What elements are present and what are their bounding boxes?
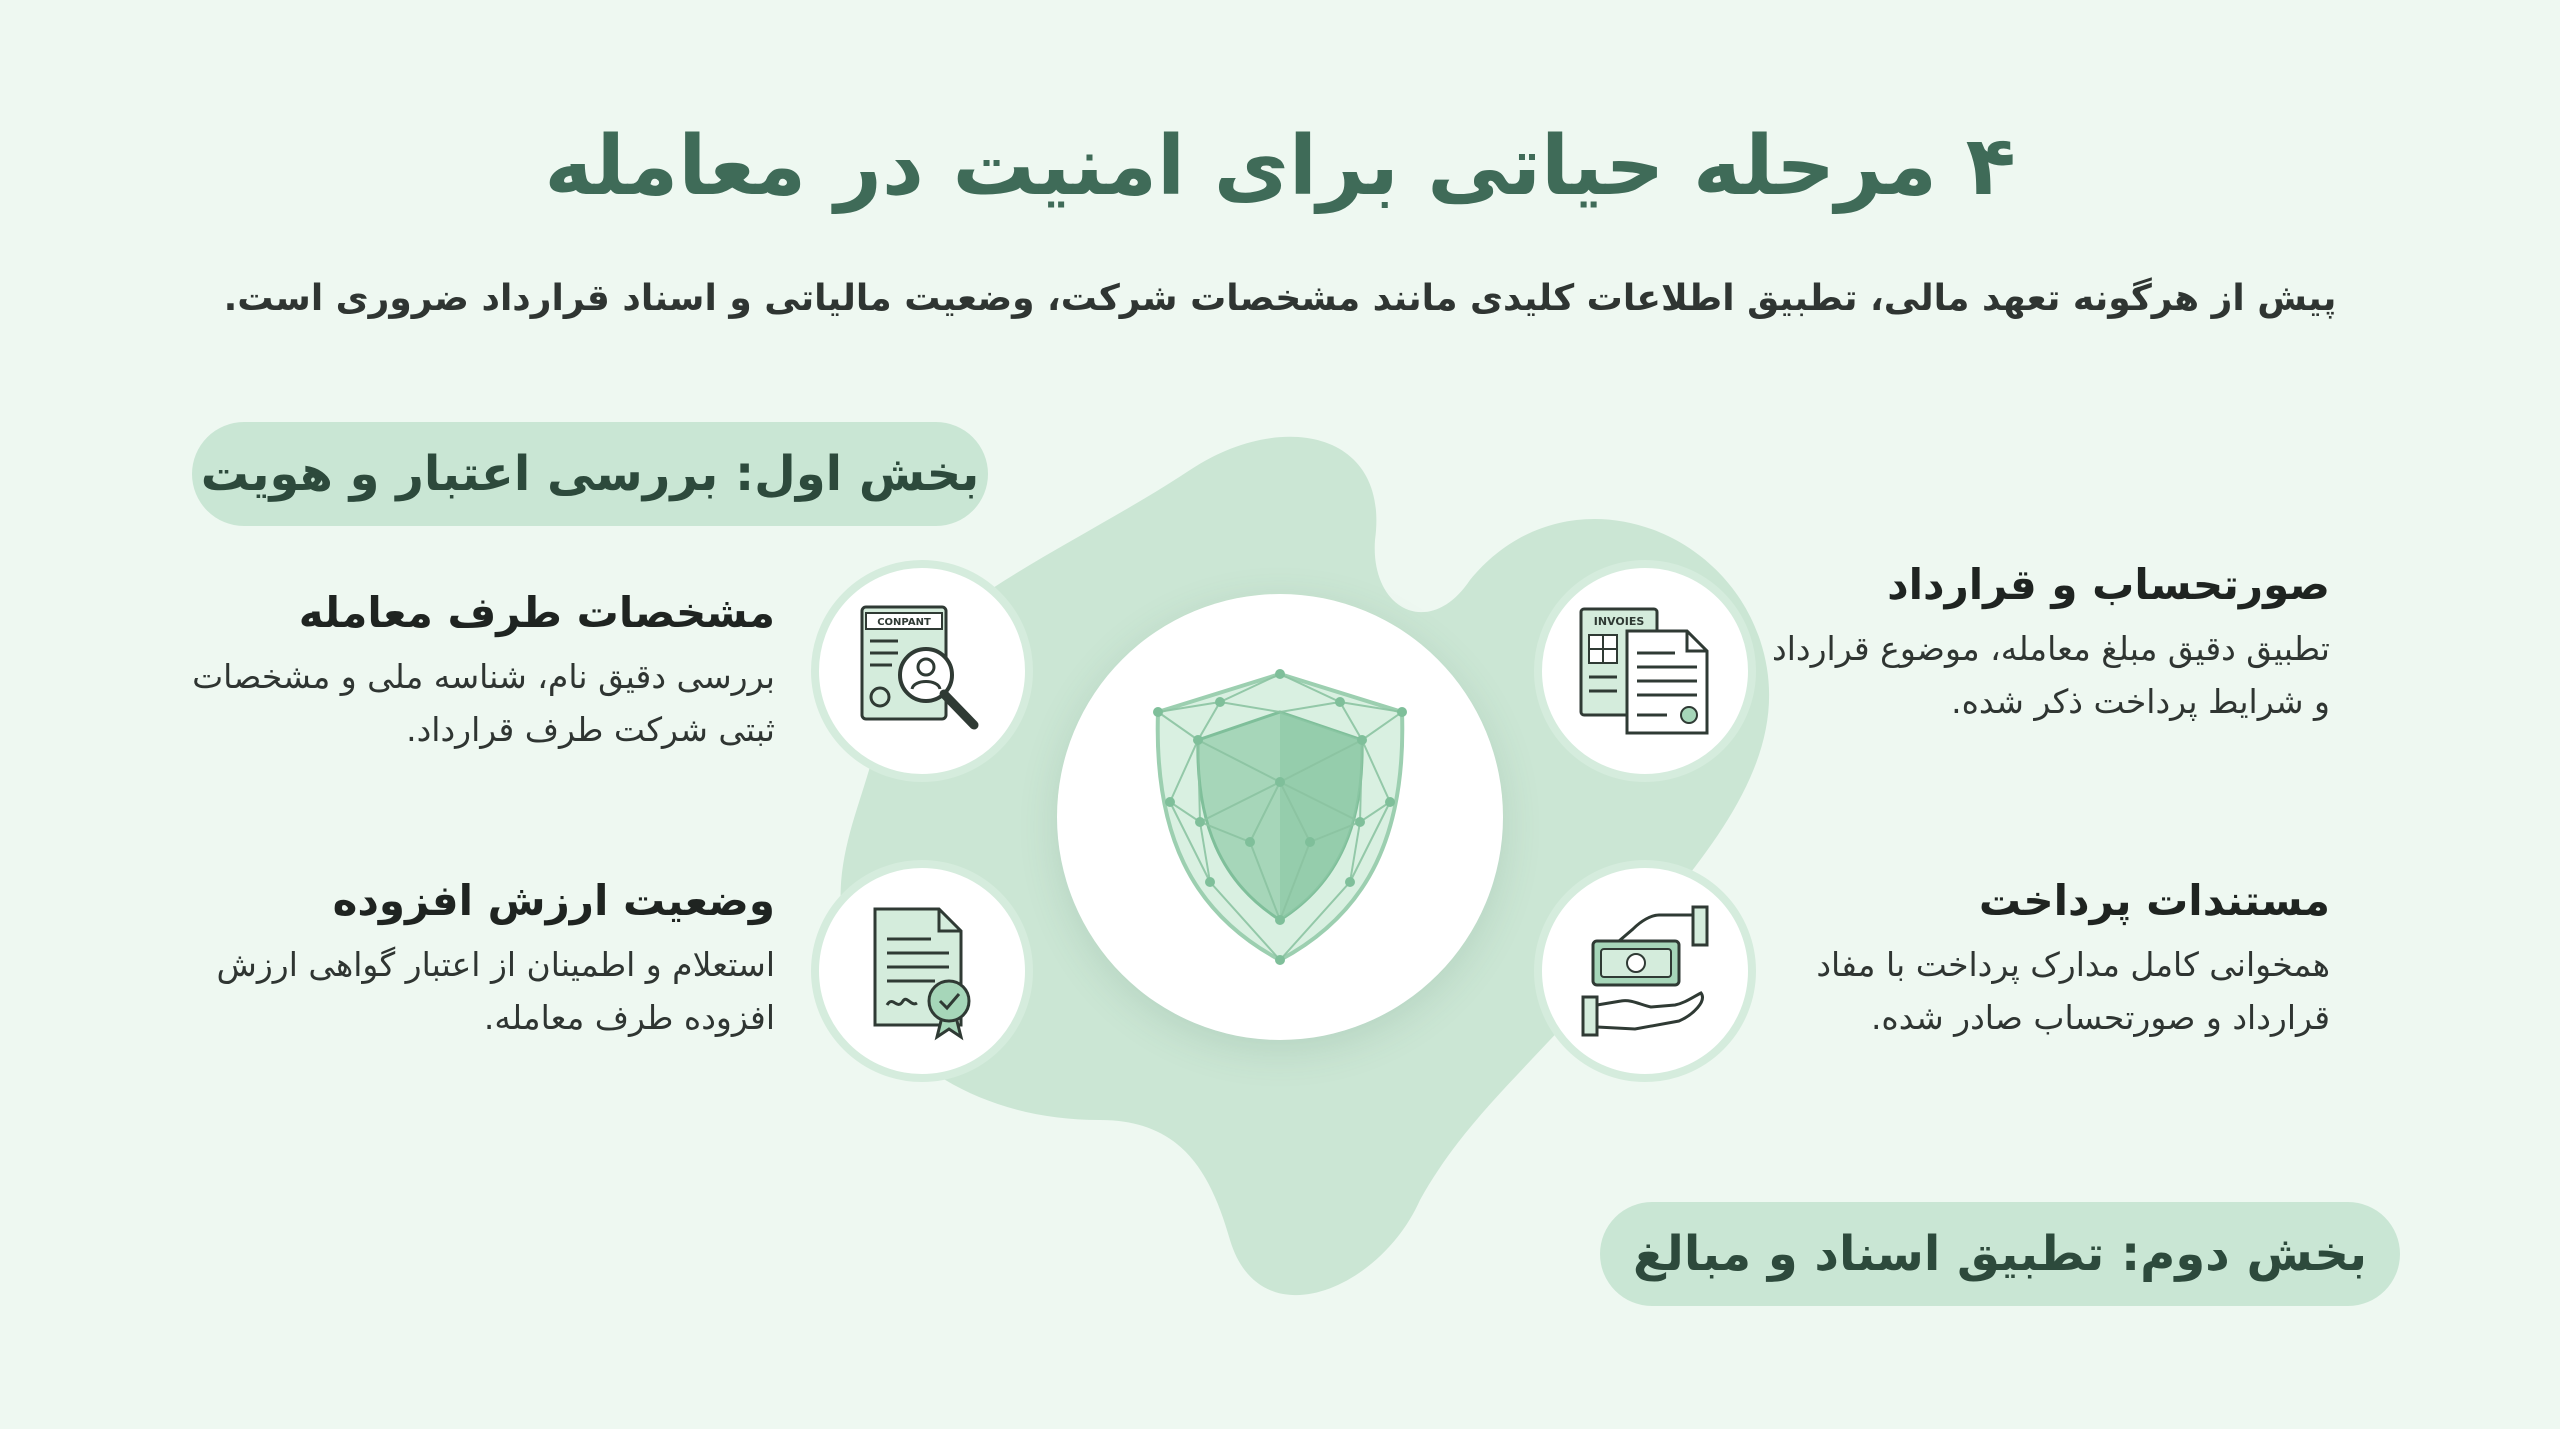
payment-hands-icon	[1575, 901, 1715, 1041]
center-circle	[1057, 594, 1503, 1040]
item-title: مستندات پرداخت	[1978, 876, 2330, 925]
item-counterparty	[130, 588, 775, 757]
item-vat-status	[130, 876, 775, 1045]
item-invoice-contract	[1770, 560, 2330, 729]
company-document-search-icon	[852, 601, 992, 741]
invoices-circle	[1534, 560, 1756, 782]
invoices-label: INVOIES	[1593, 615, 1645, 628]
item-payment-docs	[1760, 876, 2330, 1045]
item-description: تطبیق دقیق مبلغ معامله، موضوع قرارداد و شرایط پرداخت ذکر شده.	[1772, 629, 2330, 721]
item-title: وضعیت ارزش افزوده	[332, 876, 775, 925]
item-description: استعلام و اطمینان از اعتبار گواهی ارزش افزوده طرف معامله.	[216, 945, 775, 1037]
certificate-circle	[811, 860, 1033, 1082]
company-label: CONPANT	[877, 617, 931, 628]
page-title: ۴ مرحله حیاتی برای امنیت در معامله	[544, 119, 2016, 214]
company-document-circle	[811, 560, 1033, 782]
section-two-pill: بخش دوم: تطبیق اسناد و مبالغ	[1600, 1202, 2400, 1306]
item-description: بررسی دقیق نام، شناسه ملی و مشخصات ثبتی شرکت طرف قرارداد.	[192, 657, 775, 749]
page-subtitle: پیش از هرگونه تعهد مالی، تطبیق اطلاعات کلیدی مانند مشخصات شرکت، وضعیت مالیاتی و اسناد قرارداد ضروری است.	[223, 278, 2337, 319]
security-shield-icon	[1140, 662, 1420, 972]
item-description: همخوانی کامل مدارک پرداخت با مفاد قرارداد و صورتحساب صادر شده.	[1816, 945, 2330, 1037]
item-title: مشخصات طرف معامله	[298, 588, 775, 637]
payment-circle	[1534, 860, 1756, 1082]
certificate-check-icon	[857, 901, 987, 1041]
section-one-pill: بخش اول: بررسی اعتبار و هویت	[192, 422, 988, 526]
invoices-icon	[1575, 601, 1715, 741]
item-title: صورتحساب و قرارداد	[1887, 560, 2330, 609]
